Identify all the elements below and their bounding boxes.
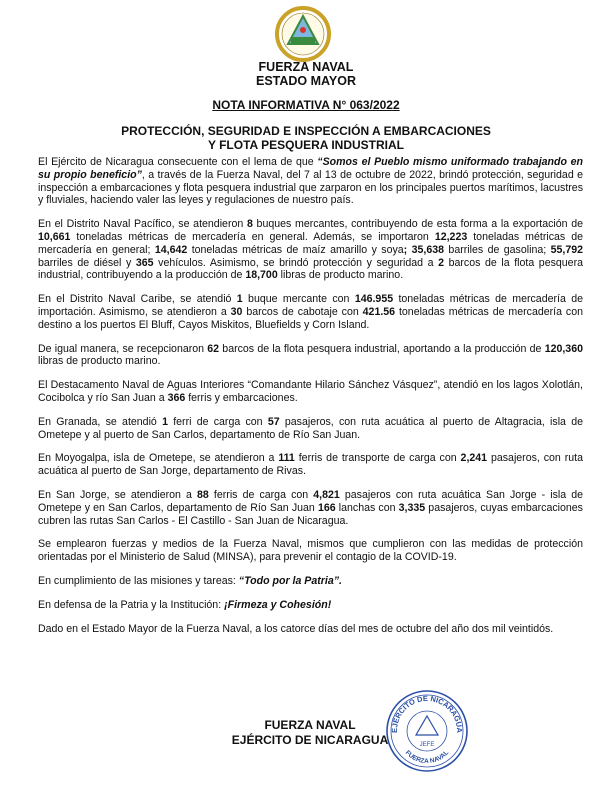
paragraph-health-measures: Se emplearon fuerzas y medios de la Fuerza Naval, mismos que cumplieron con las medidas de protección orientadas por el Ministerio de Salud (MINSA), para prevenir el contagio de la COVID-19. (38, 538, 583, 564)
paragraph-inland-waters: El Destacamento Naval de Aguas Interiores “Comandante Hilario Sánchez Vásquez”, atendió en los lagos Xolotlán, Cocibolca y río San Juan a 366 ferris y embarcaciones. (38, 379, 583, 404)
paragraph-granada: En Granada, se atendió 1 ferri de carga con 57 pasajeros, con ruta acuática al puerto de Altagracia, isla de Ometepe y al puerto de San Carlos, departamento de Río San Juan. (38, 415, 583, 441)
document-body (38, 156, 583, 646)
stamp-ring-text: EJÉRCITO DE NICARAGUA (389, 693, 465, 734)
paragraph-motto-1: En cumplimiento de las misiones y tareas: “Todo por la Patria”. (38, 574, 342, 587)
paragraph-pacific: En el Distrito Naval Pacífico, se atendieron 8 buques mercantes, contribuyendo de esta forma a la exportación de 10,661 toneladas métricas de mercadería en general. Además, se importaron 12,223 toneladas métricas de mercadería en general; 14,642 toneladas métricas de maíz amarillo y soya; 35,638 barriles de gasolina; 55,792 barriles de diésel y 365 vehículos. Asimismo, se brindó protección y seguridad a 2 barcos de la flota pesquera industrial, contribuyendo a la producción de 18,700 libras de producto marino. (38, 218, 584, 282)
paragraph-fishing-fleet: De igual manera, se recepcionaron 62 barcos de la flota pesquera industrial, aportando a la producción de 120,360 libras de producto marino. (38, 342, 583, 368)
coat-of-arms-seal (272, 6, 334, 62)
paragraph-motto-2: En defensa de la Patria y la Institución: ¡Firmeza y Cohesión! (38, 598, 332, 611)
department-name: ESTADO MAYOR (255, 74, 356, 88)
paragraph-intro: El Ejército de Nicaragua consecuente con el lema de que “Somos el Pueblo mismo uniformado trabajando en su propio beneficio”, a través de la Fuerza Naval, del 7 al 13 de octubre de 2022, brindó protección, seguridad e inspección a embarcaciones y flota pesquera industrial que zarparon en los principales puertos marítimos, lacustres y fluviales, haciendo valer las leyes y regulaciones de nuestro país. (38, 156, 583, 207)
note-number: NOTA INFORMATIVA N° 063/2022 (212, 98, 400, 112)
signature-line2: EJÉRCITO DE NICARAGUA (231, 733, 389, 747)
institution-name: FUERZA NAVAL (258, 60, 354, 74)
paragraph-moyogalpa: En Moyogalpa, isla de Ometepe, se atendieron a 111 ferris de transporte de carga con 2,241 pasajeros, con ruta acuática al puerto de San Jorge, departamento de Rivas. (38, 452, 583, 478)
official-stamp (384, 688, 470, 774)
stamp-center-text: JEFE (419, 742, 435, 748)
paragraph-caribbean: En el Distrito Naval Caribe, se atendió 1 buque mercante con 146.955 toneladas métricas de mercadería de importación. Asimismo, se atendieron a 30 barcos de cabotaje con 421.56 toneladas métricas de mercadería con destino a los puertos El Bluff, Cayos Miskitos, Bluefields y Corn Island. (38, 293, 583, 331)
document-title-line1: PROTECCIÓN, SEGURIDAD E INSPECCIÓN A EMBARCACIONES (121, 124, 491, 138)
stamp-bottom-text: FUERZA NAVAL (403, 749, 451, 766)
signature-line1: FUERZA NAVAL (264, 718, 356, 732)
paragraph-san-jorge: En San Jorge, se atendieron a 88 ferris de carga con 4,821 pasajeros con ruta acuática San Jorge - isla de Ometepe y en San Carlos, departamento de Río San Juan 166 lanchas con 3,335 pasajeros, cuyas embarcaciones cubren las rutas San Carlos - El Castillo - San Juan de Nicaragua. (38, 488, 584, 527)
paragraph-date: Dado en el Estado Mayor de la Fuerza Naval, a los catorce días del mes de octubre del año dos mil veintidós. (38, 622, 554, 635)
document-title-line2: Y FLOTA PESQUERA INDUSTRIAL (207, 138, 404, 152)
